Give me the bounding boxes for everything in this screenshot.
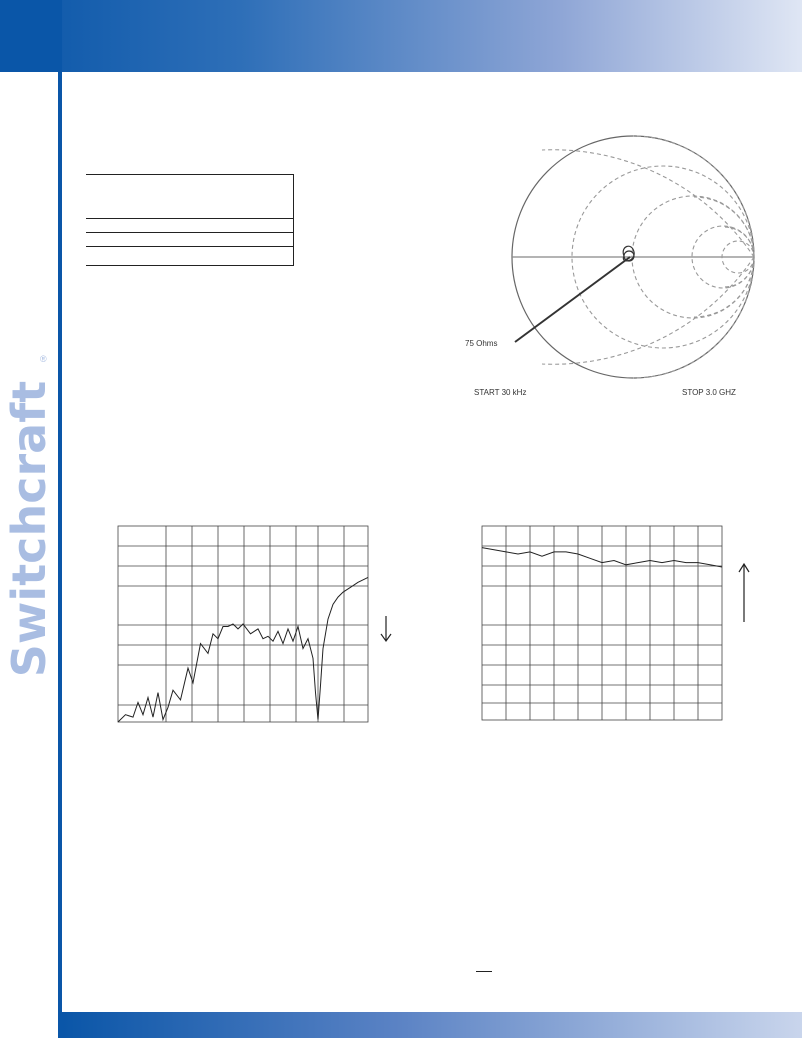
table-rule-bottom	[86, 265, 294, 266]
table-rule-top	[86, 174, 294, 175]
return-loss-plot	[100, 520, 410, 730]
table-rule-2	[86, 232, 294, 233]
smith-start-label: START 30 kHz	[474, 388, 527, 397]
il-grid	[482, 526, 722, 720]
smith-chart	[420, 130, 790, 410]
left-margin-rule	[58, 0, 62, 1038]
down-arrow-icon	[381, 616, 391, 641]
rl-trace	[118, 577, 368, 722]
smith-marker-label: 75 Ohms	[465, 339, 498, 348]
table-rule-right	[293, 174, 294, 266]
footer-bar	[62, 1012, 802, 1038]
smith-stop-label: STOP 3.0 GHZ	[682, 388, 736, 397]
smith-trace	[515, 246, 634, 342]
brand-logo	[0, 354, 58, 704]
table-rule-3	[86, 246, 294, 247]
header-corner-block	[0, 0, 58, 72]
up-arrow-icon	[739, 564, 749, 622]
insertion-loss-plot	[472, 520, 762, 730]
page-number-dash	[476, 971, 492, 972]
spec-table	[86, 174, 294, 266]
brand-wordmark: Switchcraft	[2, 380, 56, 678]
registered-mark: ®	[40, 354, 47, 364]
header-bar	[0, 0, 802, 72]
table-rule-1	[86, 218, 294, 219]
